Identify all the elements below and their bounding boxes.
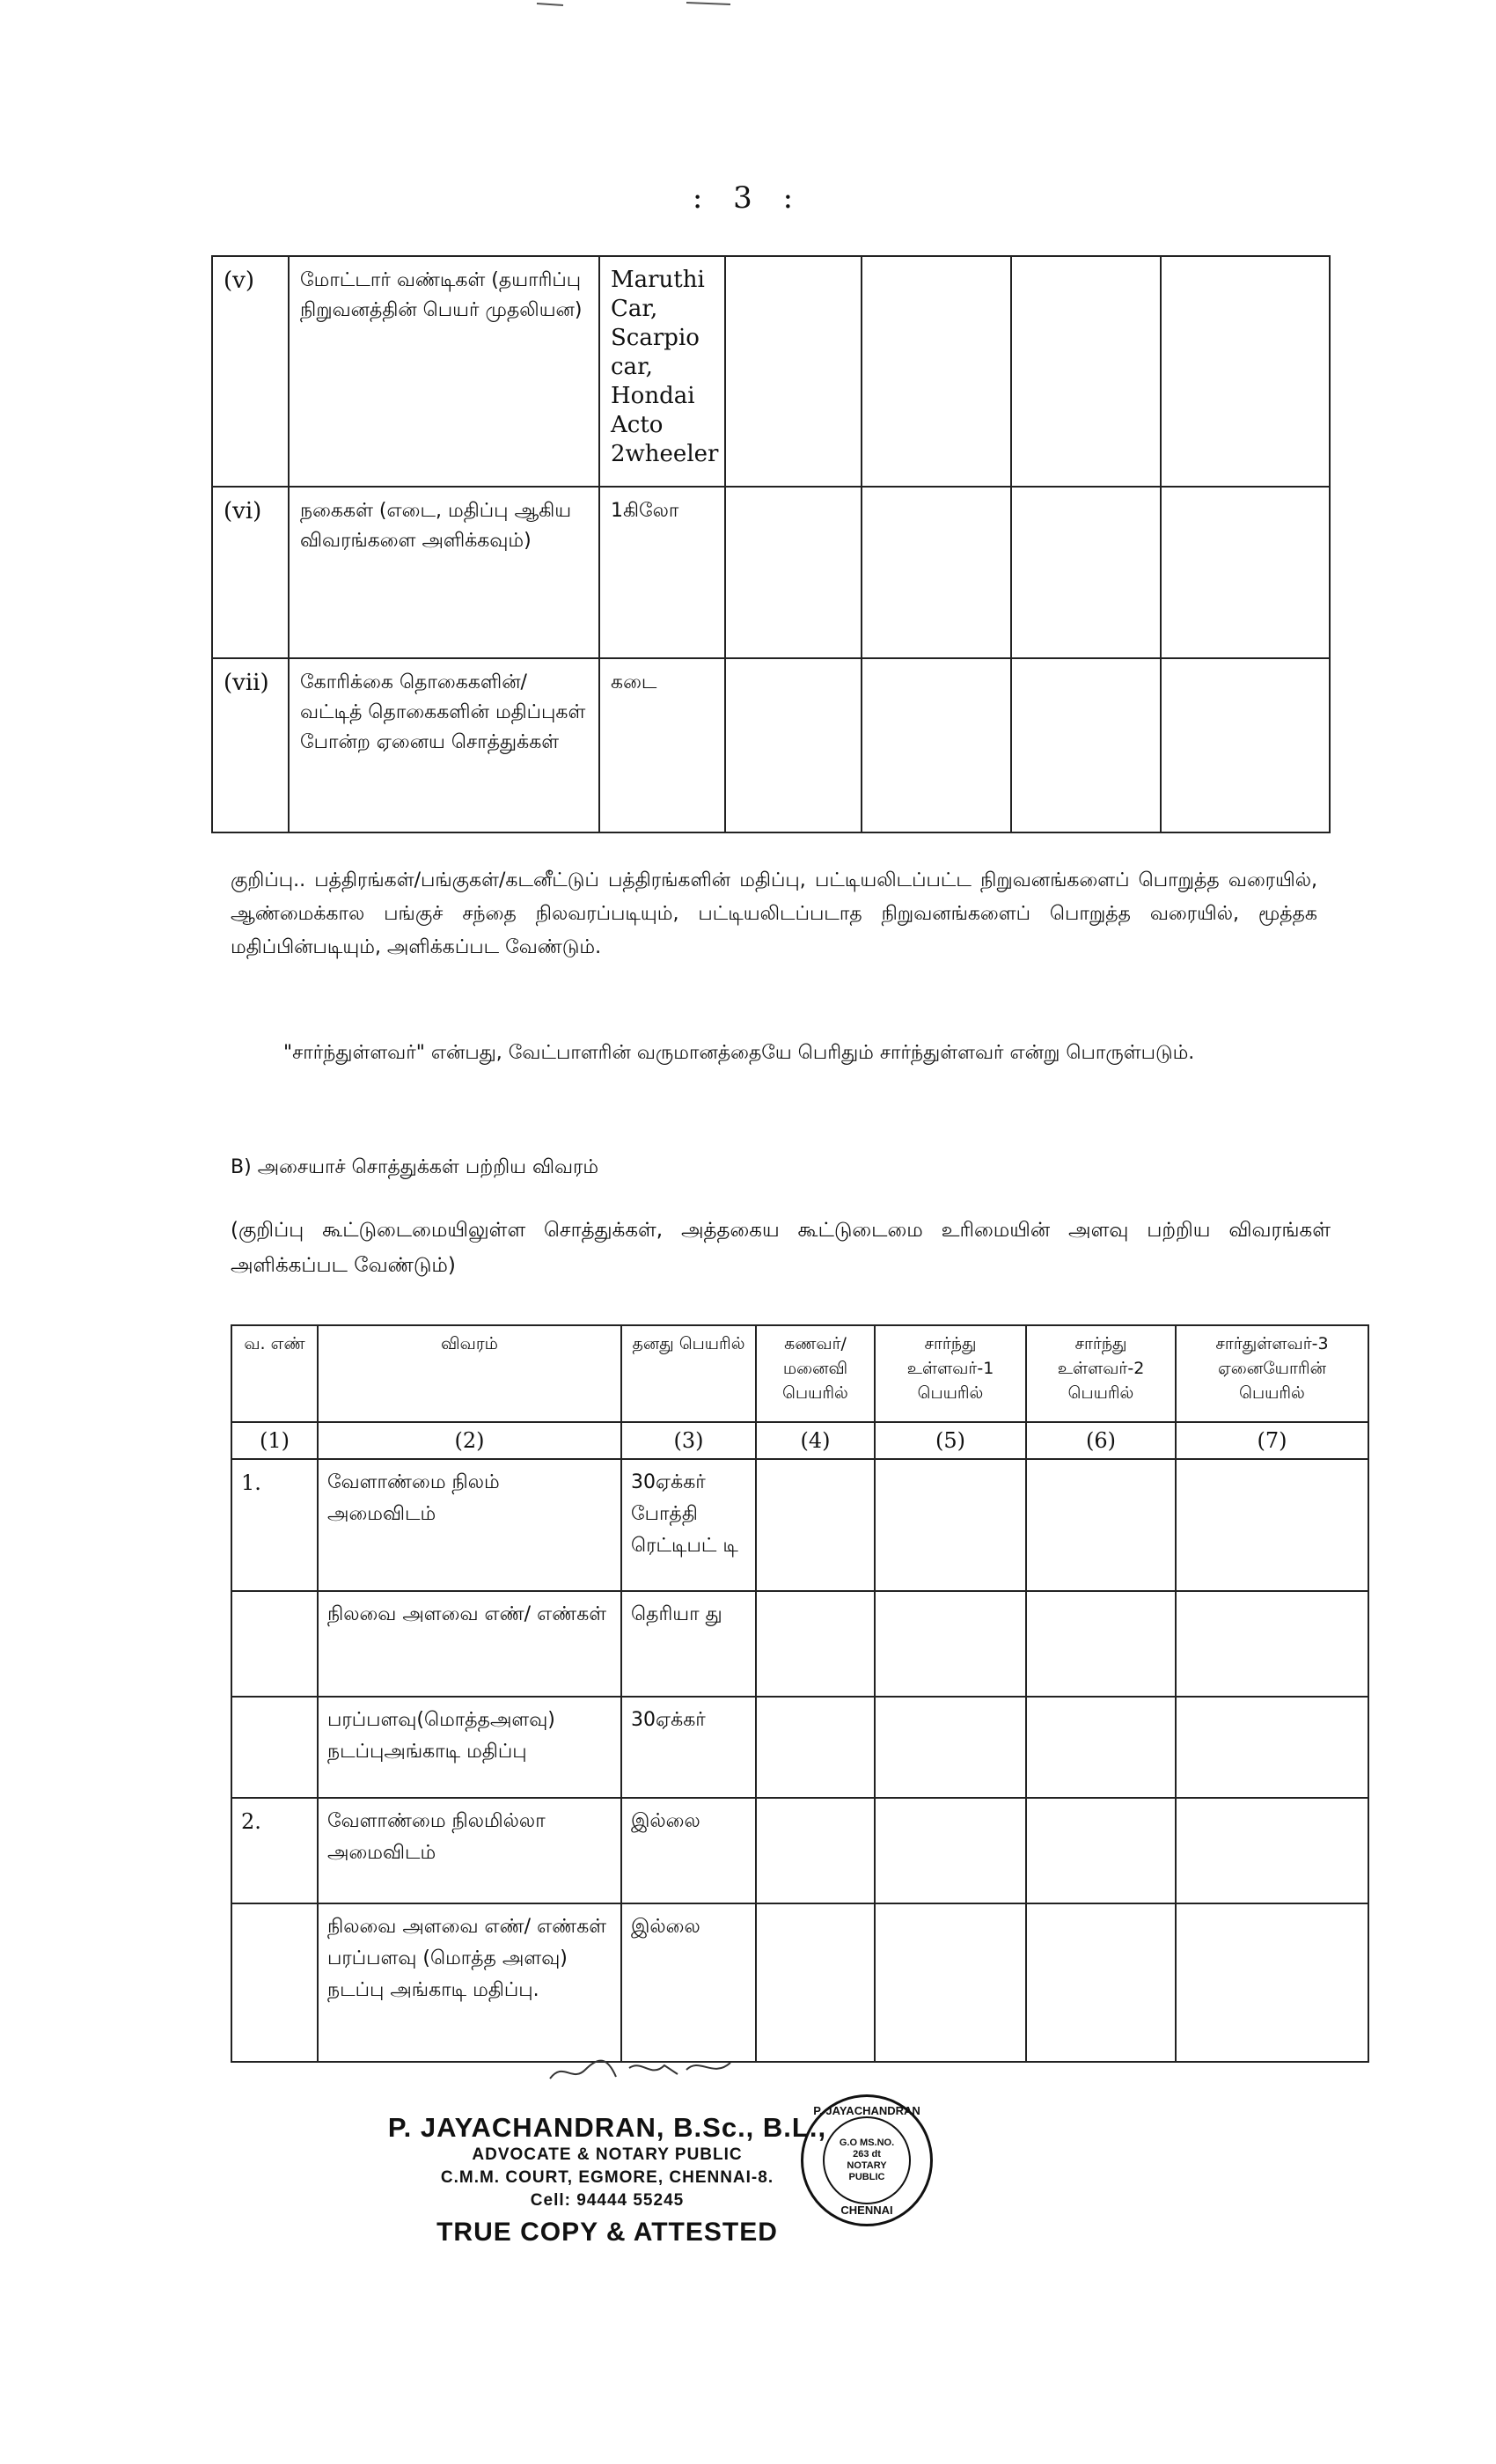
column-header: வ. எண் <box>231 1325 318 1422</box>
table-row <box>231 1591 1368 1697</box>
page-number: : 3 : <box>692 180 804 216</box>
empty-cell <box>725 256 862 487</box>
seal-text: G.O MS.NO. <box>839 2138 895 2148</box>
row-description: நிலவை அளவை எண்/ எண்கள் பரப்பளவு (மொத்த அளவு) நடப்பு அங்காடி மதிப்பு. <box>318 1903 621 2062</box>
empty-cell <box>756 1798 875 1903</box>
seal-name: P. JAYACHANDRAN <box>813 2104 920 2117</box>
empty-cell <box>875 1459 1026 1591</box>
signature <box>546 2052 739 2087</box>
seal-text: 263 dt <box>853 2149 881 2160</box>
empty-cell <box>1161 658 1330 832</box>
row-value: தெரியா து <box>621 1591 756 1697</box>
empty-cell <box>756 1459 875 1591</box>
notary-phone: Cell: 94444 55245 <box>530 2191 685 2210</box>
serial-number: 1. <box>231 1459 318 1591</box>
serial-number: 2. <box>231 1798 318 1903</box>
dependent-definition: "சார்ந்துள்ளவர்" என்பது, வேட்பாளரின் வருமானத்தையே பெரிதும் சார்ந்துள்ளவர் என்று பொருள்படும். <box>283 1042 1195 1064</box>
serial-number <box>231 1903 318 2062</box>
table-header-row <box>231 1325 1368 1422</box>
column-number: (1) <box>231 1422 318 1459</box>
serial-number <box>231 1697 318 1798</box>
seal-text: PUBLIC <box>848 2172 885 2182</box>
movable-assets-table <box>211 255 1331 833</box>
empty-cell <box>756 1697 875 1798</box>
column-header: கணவர்/ மனைவி பெயரில் <box>756 1325 875 1422</box>
row-number: (vi) <box>212 487 289 658</box>
empty-cell <box>1161 256 1330 487</box>
table-row <box>212 256 1330 487</box>
empty-cell <box>862 658 1011 832</box>
row-value: கடை <box>599 658 725 832</box>
empty-cell <box>875 1798 1026 1903</box>
empty-cell <box>725 658 862 832</box>
table-row <box>231 1903 1368 2062</box>
row-value: 30ஏக்கர் <box>621 1697 756 1798</box>
empty-cell <box>862 487 1011 658</box>
row-description: நிலவை அளவை எண்/ எண்கள் <box>318 1591 621 1697</box>
column-number: (2) <box>318 1422 621 1459</box>
table-row <box>231 1697 1368 1798</box>
notary-stamp <box>387 2112 827 2248</box>
row-description: நகைகள் (எடை, மதிப்பு ஆகிய விவரங்களை அளிக்கவும்) <box>289 487 599 658</box>
empty-cell <box>756 1903 875 2062</box>
top-scan-mark <box>528 0 739 11</box>
empty-cell <box>875 1697 1026 1798</box>
empty-cell <box>725 487 862 658</box>
empty-cell <box>1026 1591 1176 1697</box>
row-number: (v) <box>212 256 289 487</box>
column-header: சார்ந்து உள்ளவர்-1 பெயரில் <box>875 1325 1026 1422</box>
notary-address: C.M.M. COURT, EGMORE, CHENNAI-8. <box>440 2168 774 2187</box>
column-number-row <box>231 1422 1368 1459</box>
column-header: தனது பெயரில் <box>621 1325 756 1422</box>
empty-cell <box>1176 1697 1368 1798</box>
column-number: (4) <box>756 1422 875 1459</box>
empty-cell <box>862 256 1011 487</box>
empty-cell <box>875 1903 1026 2062</box>
row-value: Maruthi Car, Scarpio car, Hondai Acto 2wheeler <box>599 256 725 487</box>
empty-cell <box>1176 1459 1368 1591</box>
notary-seal <box>801 2094 933 2226</box>
column-header: சார்ந்து உள்ளவர்-2 பெயரில் <box>1026 1325 1176 1422</box>
column-header: விவரம் <box>318 1325 621 1422</box>
notary-title: ADVOCATE & NOTARY PUBLIC <box>472 2145 743 2164</box>
empty-cell <box>1176 1903 1368 2062</box>
row-number: (vii) <box>212 658 289 832</box>
empty-cell <box>756 1591 875 1697</box>
empty-cell <box>1026 1903 1176 2062</box>
section-b-note: (குறிப்பு கூட்டுடைமையிலுள்ள சொத்துக்கள், அத்தகைய கூட்டுடைமை உரிமையின் அளவு பற்றிய விவரங்கள் அளிக்கப்பட வேண்டும்) <box>231 1219 1331 1277</box>
table-row <box>231 1798 1368 1903</box>
row-value: 1கிலோ <box>599 487 725 658</box>
empty-cell <box>1161 487 1330 658</box>
notary-name: P. JAYACHANDRAN, B.Sc., B.L., <box>387 2112 827 2143</box>
seal-text: NOTARY <box>847 2160 887 2171</box>
column-number: (3) <box>621 1422 756 1459</box>
immovable-assets-table <box>231 1324 1369 2063</box>
serial-number <box>231 1591 318 1697</box>
row-value: 30ஏக்கர் போத்தி ரெட்டிபட் டி <box>621 1459 756 1591</box>
column-number: (5) <box>875 1422 1026 1459</box>
table-row <box>231 1459 1368 1591</box>
row-description: மோட்டார் வண்டிகள் (தயாரிப்பு நிறுவனத்தின் பெயர் முதலியன) <box>289 256 599 487</box>
row-description: வேளாண்மை நிலம் அமைவிடம் <box>318 1459 621 1591</box>
empty-cell <box>1176 1798 1368 1903</box>
table-row <box>212 487 1330 658</box>
securities-note: குறிப்பு.. பத்திரங்கள்/பங்குகள்/கடனீட்டுப் பத்திரங்களின் மதிப்பு, பட்டியலிடப்பட்ட நிறுவனங்களைப் பொறுத்த வரையில், ஆண்மைக்கால பங்குச் சந்தை நிலவரப்படியும், பட்டியலிடப்படாத நிறுவனங்களைப் பொறுத்த வரையில், மூத்தக மதிப்பின்படியும், அளிக்கப்பட வேண்டும். <box>231 869 1317 958</box>
seal-center <box>823 2116 911 2204</box>
empty-cell <box>1176 1591 1368 1697</box>
row-value: இல்லை <box>621 1798 756 1903</box>
empty-cell <box>1026 1459 1176 1591</box>
row-description: வேளாண்மை நிலமில்லா அமைவிடம் <box>318 1798 621 1903</box>
empty-cell <box>875 1591 1026 1697</box>
row-value: இல்லை <box>621 1903 756 2062</box>
column-header: சார்துள்ளவர்-3 ஏனையோரின் பெயரில் <box>1176 1325 1368 1422</box>
empty-cell <box>1026 1798 1176 1903</box>
empty-cell <box>1026 1697 1176 1798</box>
empty-cell <box>1011 256 1161 487</box>
empty-cell <box>1011 487 1161 658</box>
column-number: (6) <box>1026 1422 1176 1459</box>
seal-city: CHENNAI <box>840 2204 893 2217</box>
attested-label: TRUE COPY & ATTESTED <box>436 2218 778 2247</box>
empty-cell <box>1011 658 1161 832</box>
section-b-heading: B) அசையாச் சொத்துக்கள் பற்றிய விவரம் <box>231 1156 599 1178</box>
column-number: (7) <box>1176 1422 1368 1459</box>
table-row <box>212 658 1330 832</box>
row-description: பரப்பளவு(மொத்தஅளவு) நடப்புஅங்காடி மதிப்பு <box>318 1697 621 1798</box>
row-description: கோரிக்கை தொகைகளின்/வட்டித் தொகைகளின் மதிப்புகள் போன்ற ஏனைய சொத்துக்கள் <box>289 658 599 832</box>
